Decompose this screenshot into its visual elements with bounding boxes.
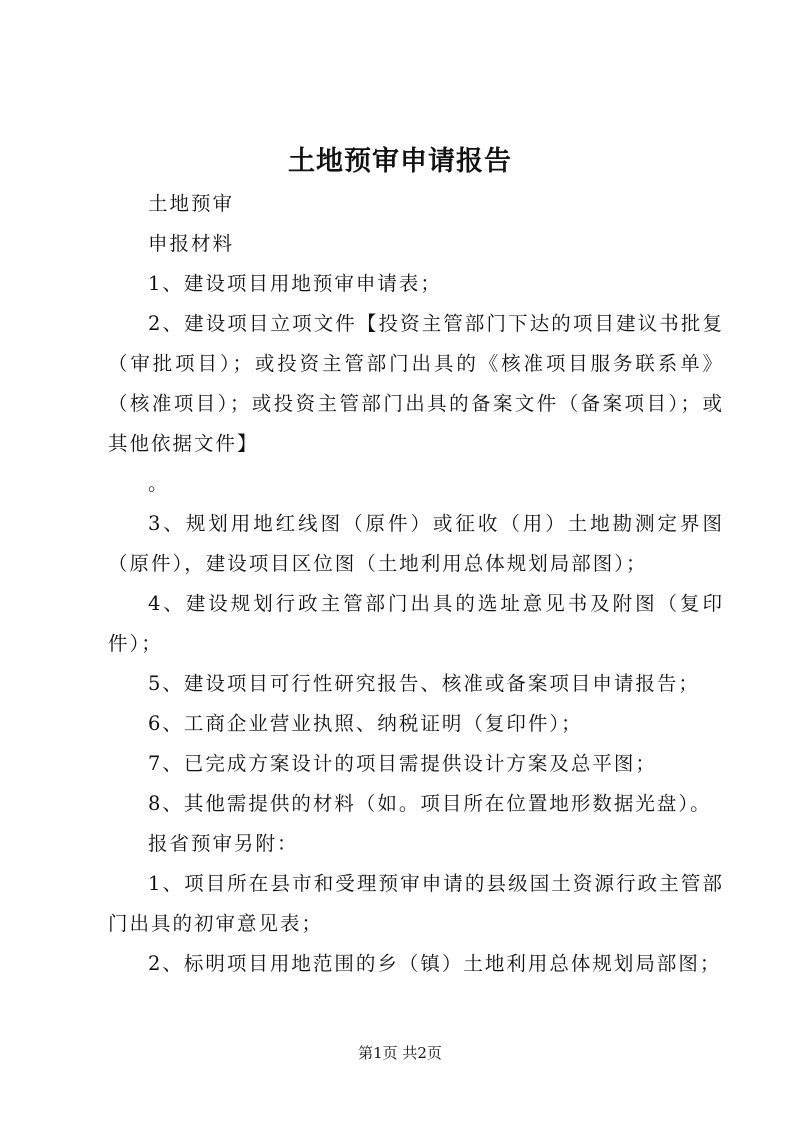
document-body: [108, 184, 724, 984]
paragraph-item-1: 1、建设项目用地预审申请表；: [148, 272, 442, 295]
page-footer: 第1页 共2页: [358, 1044, 442, 1062]
paragraph-item-3: 3、规划用地红线图（原件）或征收（用）土地勘测定界图（原件），建设项目区位图（土地利用总体规划局部图）；: [108, 512, 724, 575]
paragraph-item-5: 5、建设项目可行性研究报告、核准或备案项目申请报告；: [148, 672, 700, 695]
paragraph-heading-province: 报省预审另附：: [148, 832, 299, 855]
document-title: 土地预审申请报告: [288, 146, 512, 177]
paragraph-item-2: 2、建设项目立项文件【投资主管部门下达的项目建议书批复（审批项目）；或投资主管部门出具的《核准项目服务联系单》（核准项目）；或投资主管部门出具的备案文件（备案项目）；或其他依据文件】: [108, 312, 724, 455]
paragraph-heading-materials: 申报材料: [148, 232, 235, 255]
paragraph-item-7: 7、已完成方案设计的项目需提供设计方案及总平图；: [148, 752, 657, 775]
paragraph-item-8: 8、其他需提供的材料（如。项目所在位置地形数据光盘）。: [148, 792, 712, 815]
paragraph-province-item-2: 2、标明项目用地范围的乡（镇）土地利用总体规划局部图；: [148, 952, 722, 975]
paragraph-province-item-1: 1、项目所在县市和受理预审申请的县级国土资源行政主管部门出具的初审意见表；: [108, 872, 724, 935]
paragraph-period: 。: [148, 472, 170, 495]
paragraph-item-6: 6、工商企业营业执照、纳税证明（复印件）；: [148, 712, 583, 735]
paragraph-heading-land-preview: 土地预审: [148, 192, 235, 215]
paragraph-item-4: 4、建设规划行政主管部门出具的选址意见书及附图（复印件）；: [108, 592, 724, 655]
